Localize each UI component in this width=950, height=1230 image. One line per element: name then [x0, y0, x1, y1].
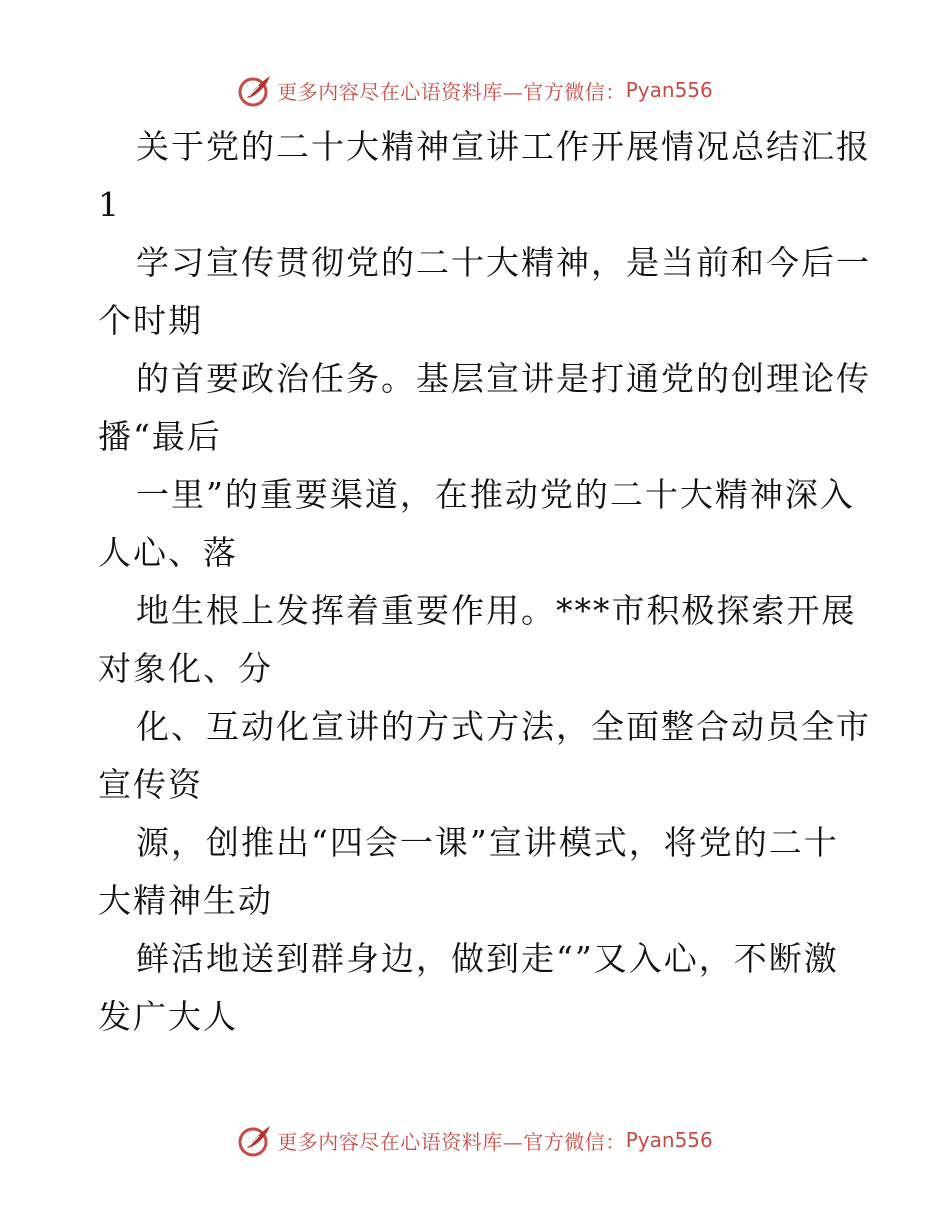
text-line: 宣传资 [98, 765, 203, 804]
text-line: 1 [98, 185, 121, 224]
text-line: 地生根上发挥着重要作用。***市积极探索开展 [136, 591, 857, 630]
watermark-text: 更多内容尽在心语资料库—官方微信： [277, 1129, 626, 1154]
feather-pen-logo-icon [237, 72, 273, 108]
text-line: 鲜活地送到群身边，做到走“”又入心，不断激 [136, 939, 839, 978]
document-body [98, 118, 871, 1046]
text-line: 对象化、分 [98, 649, 273, 688]
text-line: 学习宣传贯彻党的二十大精神，是当前和今后一 [136, 243, 871, 282]
text-line: 关于党的二十大精神宣讲工作开展情况总结汇报 [136, 127, 871, 166]
footer-watermark [0, 1120, 950, 1160]
watermark-text: 更多内容尽在心语资料库—官方微信： [277, 79, 626, 104]
text-line: 源，创推出“四会一课”宣讲模式，将党的二十 [136, 823, 839, 862]
feather-pen-logo-icon [237, 1122, 273, 1158]
text-line: 发广大人 [98, 997, 238, 1036]
text-line: 的首要政治任务。基层宣讲是打通党的创理论传 [136, 359, 871, 398]
text-line: 大精神生动 [98, 881, 273, 920]
watermark-handle: Pyan556 [625, 1128, 713, 1152]
text-line: 人心、落 [98, 533, 238, 572]
header-watermark [0, 70, 950, 110]
watermark-handle: Pyan556 [625, 78, 713, 102]
text-line: 化、互动化宣讲的方式方法，全面整合动员全市 [136, 707, 871, 746]
text-line: 个时期 [98, 301, 203, 340]
text-line: 一里”的重要渠道，在推动党的二十大精神深入 [136, 475, 855, 514]
text-line: 播“最后 [98, 417, 222, 456]
